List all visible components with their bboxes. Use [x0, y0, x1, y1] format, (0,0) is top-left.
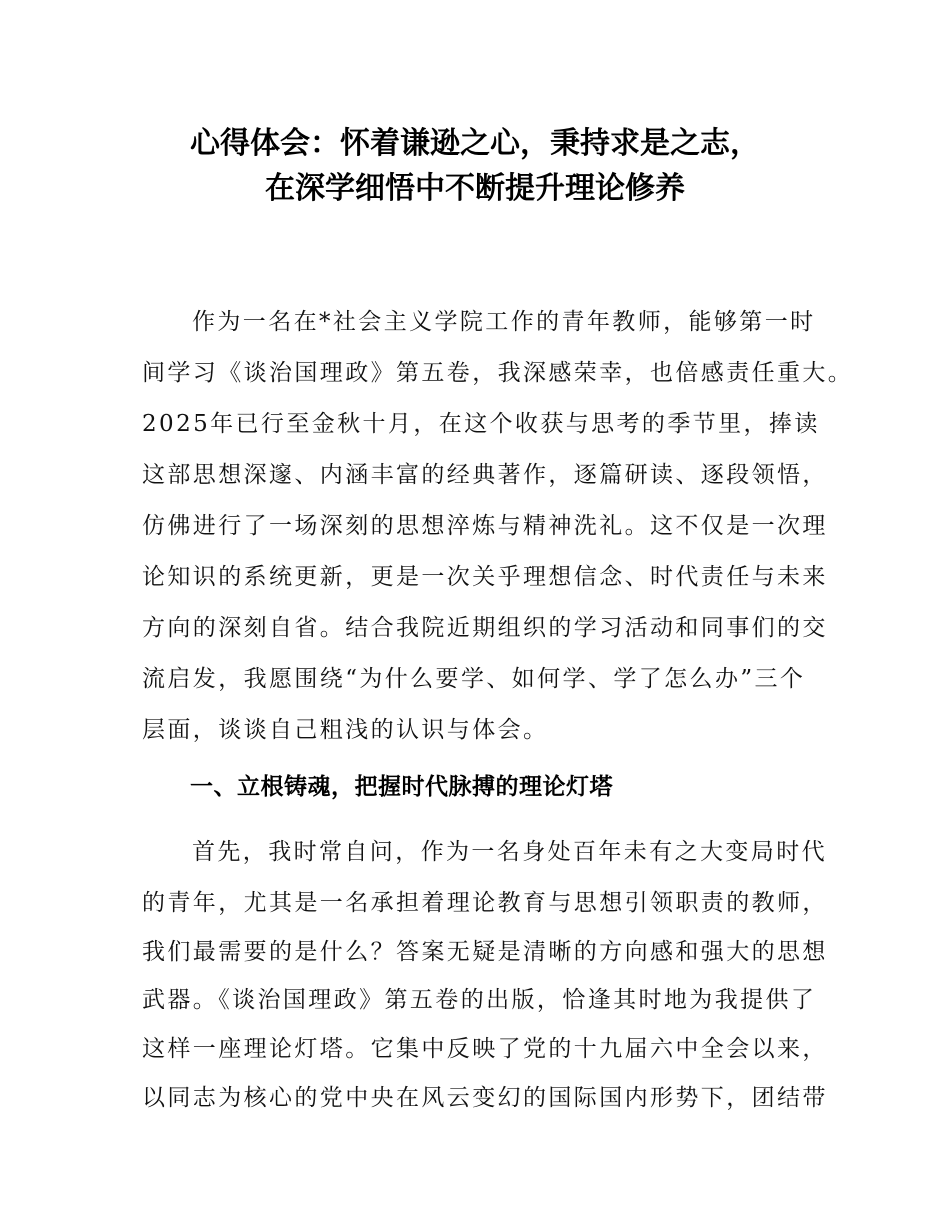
document-title-line-2: 在深学细悟中不断提升理论修养: [265, 171, 685, 206]
paragraph-line: 武器。《谈治国理政》第五卷的出版，恰逢其时地为我提供了: [142, 987, 817, 1013]
paragraph-line: 作为一名在*社会主义学院工作的青年教师，能够第一时: [192, 309, 816, 335]
section-heading: 一、立根铸魂，把握时代脉搏的理论灯塔: [190, 774, 613, 800]
paragraph-line: 流启发，我愿围绕“为什么要学、如何学、学了怎么办”三个: [142, 666, 806, 692]
paragraph-line: 以同志为核心的党中央在风云变幻的国际国内形势下，团结带: [142, 1085, 828, 1111]
paragraph-line: 首先，我时常自问，作为一名身处百年未有之大变局时代: [192, 839, 827, 865]
paragraph-line: 论知识的系统更新，更是一次关乎理想信念、时代责任与未来: [142, 564, 828, 590]
paragraph-line: 仿佛进行了一场深刻的思想淬炼与精神洗礼。这不仅是一次理: [142, 513, 828, 539]
paragraph-line: 间学习《谈治国理政》第五卷，我深感荣幸，也倍感责任重大。: [142, 360, 854, 386]
paragraph-line: 层面，谈谈自己粗浅的认识与体会。: [142, 717, 549, 743]
paragraph-line: 2025年已行至金秋十月，在这个收获与思考的季节里，捧读: [142, 411, 820, 437]
paragraph-line: 这样一座理论灯塔。它集中反映了党的十九届六中全会以来，: [142, 1036, 828, 1062]
paragraph-line: 我们最需要的是什么？答案无疑是清晰的方向感和强大的思想: [142, 939, 828, 965]
document-title-line-1: 心得体会：怀着谦逊之心，秉持求是之志，: [190, 126, 760, 161]
paragraph-line: 这部思想深邃、内涵丰富的经典著作，逐篇研读、逐段领悟，: [142, 462, 828, 488]
paragraph-line: 方向的深刻自省。结合我院近期组织的学习活动和同事们的交: [142, 615, 828, 641]
paragraph-line: 的青年，尤其是一名承担着理论教育与思想引领职责的教师，: [142, 890, 828, 916]
